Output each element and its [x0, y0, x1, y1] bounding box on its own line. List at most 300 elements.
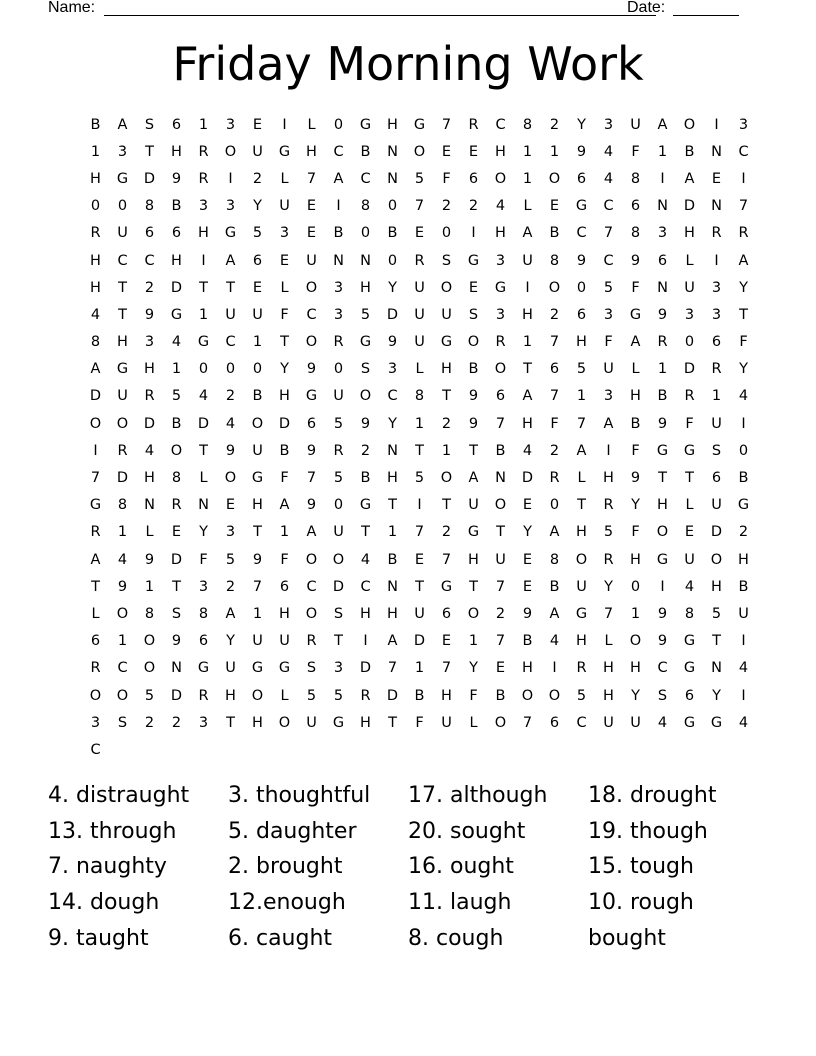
grid-letter: H [441, 687, 452, 704]
grid-letter: A [522, 388, 533, 405]
grid-letter: D [170, 551, 183, 568]
grid-letter: 8 [549, 551, 560, 568]
grid-letter: 5 [171, 388, 182, 405]
grid-letter: A [90, 551, 101, 568]
grid-letter: E [468, 279, 479, 296]
grid-letter: G [251, 470, 264, 487]
grid-letter: E [252, 116, 263, 133]
grid-letter: S [711, 442, 722, 459]
grid-letter: N [387, 578, 398, 595]
grid-letter: C [333, 143, 344, 160]
grid-letter: 0 [441, 225, 452, 242]
grid-letter: 5 [576, 687, 587, 704]
grid-letter: Y [739, 361, 748, 378]
grid-letter: H [495, 225, 506, 242]
grid-letter: 1 [549, 143, 560, 160]
grid-letter: 4 [144, 442, 155, 459]
grid-letter: D [170, 687, 183, 704]
grid-letter: O [683, 116, 696, 133]
grid-letter: U [711, 415, 722, 432]
grid-letter: 7 [414, 524, 425, 541]
grid-letter: U [225, 660, 236, 677]
grid-letter: 2 [144, 279, 155, 296]
grid-letter: 7 [441, 116, 452, 133]
grid-letter: U [333, 388, 344, 405]
grid-letter: T [361, 524, 370, 541]
grid-letter: 9 [576, 252, 587, 269]
grid-letter: B [549, 225, 560, 242]
grid-letter: 8 [630, 170, 641, 187]
grid-letter: 7 [603, 225, 614, 242]
grid-letter: S [468, 306, 479, 323]
name-line[interactable] [104, 15, 656, 16]
grid-letter: U [252, 633, 263, 650]
grid-letter: S [441, 252, 452, 269]
grid-letter: O [305, 334, 318, 351]
grid-letter: 7 [495, 578, 506, 595]
grid-letter: B [279, 442, 290, 459]
grid-letter: T [91, 578, 100, 595]
grid-letter: S [117, 714, 128, 731]
grid-letter: G [656, 442, 669, 459]
grid-letter: B [414, 687, 425, 704]
grid-letter: I [363, 633, 368, 650]
grid-letter: 3 [225, 198, 236, 215]
grid-letter: 4 [522, 442, 533, 459]
grid-letter: A [522, 225, 533, 242]
grid-letter: T [739, 306, 748, 323]
grid-letter: T [442, 388, 451, 405]
grid-letter: 8 [144, 605, 155, 622]
grid-letter: 8 [414, 388, 425, 405]
grid-letter: O [440, 279, 453, 296]
grid-letter: Y [631, 687, 640, 704]
grid-letter: G [278, 143, 291, 160]
grid-letter: 4 [738, 388, 749, 405]
grid-letter: A [603, 415, 614, 432]
grid-letter: N [198, 497, 209, 514]
grid-letter: G [170, 306, 183, 323]
grid-letter: 9 [360, 415, 371, 432]
grid-letter: 4 [657, 714, 668, 731]
grid-letter: 0 [387, 198, 398, 215]
grid-letter: 2 [549, 306, 560, 323]
grid-letter: 9 [252, 551, 263, 568]
grid-letter: U [630, 116, 641, 133]
grid-letter: I [525, 279, 530, 296]
grid-letter: U [414, 306, 425, 323]
grid-letter: H [468, 551, 479, 568]
grid-letter: E [522, 497, 533, 514]
grid-letter: G [224, 225, 237, 242]
grid-letter: 8 [360, 198, 371, 215]
grid-letter: 2 [441, 524, 452, 541]
grid-letter: 0 [333, 361, 344, 378]
grid-letter: C [495, 116, 506, 133]
word-bank-item: 3. thoughtful [228, 783, 371, 809]
grid-letter: 0 [252, 361, 263, 378]
grid-letter: 0 [738, 442, 749, 459]
grid-letter: T [388, 714, 397, 731]
grid-letter: O [251, 687, 264, 704]
grid-letter: U [603, 361, 614, 378]
grid-letter: B [360, 143, 371, 160]
grid-letter: 6 [90, 633, 101, 650]
grid-letter: U [576, 578, 587, 595]
grid-letter: D [683, 198, 696, 215]
grid-letter: H [576, 633, 587, 650]
grid-letter: G [359, 334, 372, 351]
grid-letter: F [739, 334, 748, 351]
grid-letter: F [550, 415, 559, 432]
grid-letter: O [656, 524, 669, 541]
grid-letter: 7 [603, 605, 614, 622]
grid-letter: D [197, 415, 210, 432]
grid-letter: T [496, 524, 505, 541]
grid-letter: I [93, 442, 98, 459]
grid-letter: U [441, 714, 452, 731]
grid-letter: H [441, 361, 452, 378]
grid-letter: Y [388, 415, 397, 432]
word-bank-item: 2. brought [228, 854, 343, 880]
grid-letter: C [90, 741, 101, 758]
grid-letter: Y [253, 198, 262, 215]
grid-letter: 2 [549, 442, 560, 459]
word-bank-item: 8. cough [408, 925, 504, 951]
word-bank-item: 18. drought [588, 783, 717, 809]
grid-letter: R [603, 497, 614, 514]
grid-letter: 3 [225, 116, 236, 133]
grid-letter: F [604, 334, 613, 351]
grid-letter: 6 [198, 633, 209, 650]
grid-letter: 1 [279, 524, 290, 541]
grid-letter: I [201, 252, 206, 269]
grid-letter: 2 [225, 388, 236, 405]
grid-letter: 3 [495, 306, 506, 323]
grid-letter: A [225, 605, 236, 622]
grid-letter: B [252, 388, 263, 405]
grid-letter: O [305, 605, 318, 622]
grid-letter: I [714, 252, 719, 269]
grid-letter: I [282, 116, 287, 133]
grid-letter: O [224, 143, 237, 160]
grid-letter: R [468, 116, 479, 133]
grid-letter: 4 [117, 551, 128, 568]
grid-letter: 1 [117, 524, 128, 541]
grid-letter: C [360, 578, 371, 595]
grid-letter: 7 [576, 415, 587, 432]
grid-letter: L [280, 279, 289, 296]
grid-letter: R [90, 660, 101, 677]
grid-letter: C [225, 334, 236, 351]
grid-letter: T [226, 279, 235, 296]
grid-letter: O [305, 551, 318, 568]
grid-letter: 1 [90, 143, 101, 160]
grid-letter: 1 [522, 170, 533, 187]
grid-letter: H [495, 143, 506, 160]
grid-letter: 1 [468, 633, 479, 650]
grid-letter: 7 [90, 470, 101, 487]
grid-letter: 2 [738, 524, 749, 541]
grid-letter: F [280, 551, 289, 568]
grid-letter: 2 [468, 198, 479, 215]
header-row [48, 0, 748, 22]
grid-letter: R [549, 470, 560, 487]
grid-letter: A [630, 334, 641, 351]
grid-letter: A [549, 605, 560, 622]
grid-letter: B [90, 116, 101, 133]
grid-letter: H [225, 687, 236, 704]
grid-letter: 2 [495, 605, 506, 622]
grid-letter: O [467, 334, 480, 351]
grid-letter: 6 [684, 687, 695, 704]
grid-letter: G [440, 334, 453, 351]
grid-letter: 8 [198, 605, 209, 622]
grid-letter: 3 [333, 279, 344, 296]
grid-letter: 1 [522, 143, 533, 160]
grid-letter: 5 [252, 225, 263, 242]
grid-letter: T [469, 442, 478, 459]
grid-letter: 3 [711, 306, 722, 323]
grid-letter: C [576, 225, 587, 242]
grid-letter: D [521, 470, 534, 487]
grid-letter: E [225, 497, 236, 514]
grid-letter: L [280, 170, 289, 187]
grid-letter: 4 [171, 334, 182, 351]
grid-letter: R [333, 442, 344, 459]
grid-letter: G [359, 497, 372, 514]
grid-letter: H [144, 361, 155, 378]
grid-letter: G [575, 605, 588, 622]
grid-letter: U [252, 306, 263, 323]
grid-letter: 6 [576, 306, 587, 323]
grid-letter: E [684, 524, 695, 541]
grid-letter: 6 [441, 605, 452, 622]
grid-letter: G [251, 660, 264, 677]
grid-letter: T [172, 578, 181, 595]
grid-letter: O [521, 687, 534, 704]
grid-letter: B [387, 551, 398, 568]
grid-letter: F [280, 306, 289, 323]
grid-letter: 1 [522, 334, 533, 351]
grid-letter: 3 [333, 306, 344, 323]
grid-letter: Y [739, 279, 748, 296]
grid-letter: G [683, 660, 696, 677]
grid-letter: 3 [90, 714, 101, 731]
grid-letter: 3 [684, 306, 695, 323]
grid-letter: Y [577, 116, 586, 133]
grid-letter: 9 [225, 442, 236, 459]
grid-letter: O [629, 633, 642, 650]
grid-letter: 8 [630, 225, 641, 242]
grid-letter: D [89, 388, 102, 405]
grid-letter: U [279, 633, 290, 650]
grid-letter: 9 [144, 306, 155, 323]
grid-letter: 3 [603, 306, 614, 323]
grid-letter: U [603, 714, 614, 731]
grid-letter: Y [631, 497, 640, 514]
grid-letter: O [575, 551, 588, 568]
grid-letter: R [198, 170, 209, 187]
grid-letter: G [629, 306, 642, 323]
grid-letter: G [467, 252, 480, 269]
grid-letter: O [710, 551, 723, 568]
grid-letter: I [714, 116, 719, 133]
grid-letter: H [603, 660, 614, 677]
grid-letter: 0 [333, 497, 344, 514]
grid-letter: U [738, 605, 749, 622]
grid-letter: 3 [387, 361, 398, 378]
grid-letter: 0 [387, 252, 398, 269]
grid-letter: 6 [711, 334, 722, 351]
page-title: Friday Morning Work [172, 37, 644, 91]
grid-letter: 1 [171, 361, 182, 378]
grid-letter: N [657, 279, 668, 296]
grid-letter: F [631, 279, 640, 296]
grid-letter: T [388, 497, 397, 514]
grid-letter: I [741, 633, 746, 650]
grid-letter: 6 [252, 252, 263, 269]
date-label: Date: [627, 0, 666, 16]
grid-letter: B [495, 687, 506, 704]
grid-letter: 9 [387, 334, 398, 351]
grid-letter: O [332, 551, 345, 568]
grid-letter: 6 [711, 470, 722, 487]
grid-letter: 4 [360, 551, 371, 568]
grid-letter: 0 [684, 334, 695, 351]
grid-letter: 0 [225, 361, 236, 378]
grid-letter: 6 [657, 252, 668, 269]
grid-letter: Y [280, 361, 289, 378]
grid-letter: T [199, 279, 208, 296]
grid-letter: O [467, 605, 480, 622]
grid-letter: 9 [117, 578, 128, 595]
grid-letter: C [306, 306, 317, 323]
grid-letter: 5 [603, 279, 614, 296]
grid-letter: 0 [576, 279, 587, 296]
letter-grid [82, 111, 757, 764]
grid-letter: U [711, 497, 722, 514]
grid-letter: O [170, 442, 183, 459]
grid-letter: C [603, 198, 614, 215]
grid-letter: 9 [306, 361, 317, 378]
grid-letter: C [603, 252, 614, 269]
grid-letter: 4 [225, 415, 236, 432]
grid-letter: H [630, 388, 641, 405]
grid-letter: U [306, 714, 317, 731]
grid-letter: O [251, 415, 264, 432]
grid-letter: N [495, 470, 506, 487]
word-bank-item: 14. dough [48, 890, 160, 916]
grid-letter: 7 [522, 714, 533, 731]
grid-letter: O [116, 605, 129, 622]
grid-letter: L [604, 633, 613, 650]
grid-letter: 9 [657, 415, 668, 432]
grid-letter: B [387, 225, 398, 242]
grid-letter: R [360, 687, 371, 704]
grid-letter: C [387, 388, 398, 405]
grid-letter: N [333, 252, 344, 269]
grid-letter: 5 [333, 470, 344, 487]
grid-letter: 7 [252, 578, 263, 595]
grid-letter: 6 [495, 388, 506, 405]
grid-letter: B [522, 633, 533, 650]
grid-letter: 1 [711, 388, 722, 405]
grid-letter: 6 [630, 198, 641, 215]
grid-letter: U [414, 605, 425, 622]
grid-letter: T [469, 578, 478, 595]
date-line[interactable] [673, 15, 739, 16]
grid-letter: O [494, 497, 507, 514]
grid-letter: G [494, 279, 507, 296]
grid-letter: 6 [171, 225, 182, 242]
grid-letter: A [117, 116, 128, 133]
grid-letter: E [711, 170, 722, 187]
grid-letter: 9 [657, 605, 668, 622]
grid-letter: E [171, 524, 182, 541]
grid-letter: L [415, 361, 424, 378]
grid-letter: 1 [198, 116, 209, 133]
grid-letter: 3 [333, 660, 344, 677]
grid-letter: 2 [252, 170, 263, 187]
grid-letter: O [440, 470, 453, 487]
grid-letter: 4 [90, 306, 101, 323]
grid-letter: H [279, 605, 290, 622]
grid-letter: 0 [333, 116, 344, 133]
grid-letter: R [198, 687, 209, 704]
grid-letter: R [90, 524, 101, 541]
grid-letter: 3 [711, 279, 722, 296]
grid-letter: B [468, 361, 479, 378]
grid-letter: O [143, 633, 156, 650]
grid-letter: F [280, 470, 289, 487]
grid-letter: E [495, 660, 506, 677]
grid-letter: H [306, 143, 317, 160]
grid-letter: A [657, 116, 668, 133]
grid-letter: A [684, 170, 695, 187]
grid-letter: H [360, 605, 371, 622]
grid-letter: H [252, 714, 263, 731]
grid-letter: R [711, 361, 722, 378]
grid-letter: 1 [387, 524, 398, 541]
grid-letter: T [685, 470, 694, 487]
grid-letter: U [495, 551, 506, 568]
grid-letter: H [630, 660, 641, 677]
grid-letter: F [469, 687, 478, 704]
grid-letter: D [278, 415, 291, 432]
grid-letter: E [306, 198, 317, 215]
word-bank-item: 7. naughty [48, 854, 167, 880]
grid-letter: H [522, 660, 533, 677]
grid-letter: E [522, 578, 533, 595]
grid-letter: B [549, 578, 560, 595]
grid-letter: S [144, 116, 155, 133]
grid-letter: 3 [495, 252, 506, 269]
grid-letter: R [144, 388, 155, 405]
grid-letter: 3 [198, 578, 209, 595]
grid-letter: G [89, 497, 102, 514]
grid-letter: D [170, 279, 183, 296]
grid-letter: 1 [117, 633, 128, 650]
grid-letter: R [171, 497, 182, 514]
grid-letter: O [305, 279, 318, 296]
grid-letter: D [116, 470, 129, 487]
grid-letter: U [522, 252, 533, 269]
grid-letter: E [522, 551, 533, 568]
grid-letter: C [306, 578, 317, 595]
grid-letter: H [198, 225, 209, 242]
grid-letter: G [197, 660, 210, 677]
